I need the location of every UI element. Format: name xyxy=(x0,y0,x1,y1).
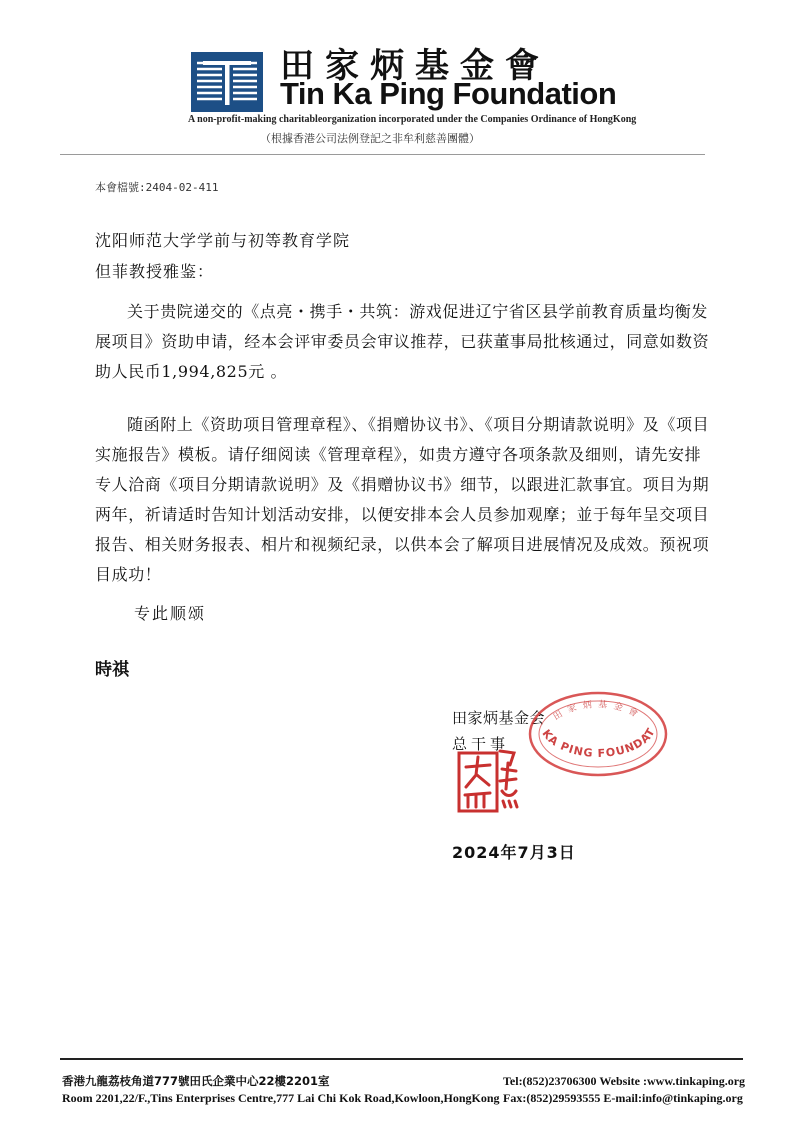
regards: 時祺 xyxy=(95,660,129,680)
closing-phrase: 专此顺颂 xyxy=(134,604,207,623)
footer-fax-email: Fax:(852)29593555 E-mail:info@tinkaping.org xyxy=(503,1091,743,1105)
seal-text-chinese: 田家炳基金會 xyxy=(551,699,645,723)
salutation: 但菲教授雅鉴： xyxy=(95,262,215,281)
signature-chop xyxy=(456,745,522,815)
logo-mark-icon xyxy=(191,52,263,112)
signature-chop-icon xyxy=(456,745,522,815)
registration-note-english: A non-profit-making charitableorganization incorporated under the Companies Ordinance of HongKong xyxy=(188,114,637,125)
signature-org: 田家炳基金会 xyxy=(452,709,546,727)
official-seal-icon xyxy=(527,690,669,778)
letter-date: 2024年7月3日 xyxy=(452,843,576,862)
org-name-english: Tin Ka Ping Foundation xyxy=(280,76,617,111)
footer-address-chinese: 香港九龍荔枝角道777號田氏企業中心22樓2201室 xyxy=(62,1074,330,1088)
body-paragraph-1: 关于贵院递交的《点亮・携手・共筑：游戏促进辽宁省区县学前教育质量均衡发展项目》资助申请，经本会评审委员会审议推荐，已获董事局批核通过，同意如数资助人民币1,994,825元 。 xyxy=(95,302,710,381)
registration-note-chinese: （根據香港公司法例登記之非牟利慈善團體） xyxy=(260,132,480,145)
letterhead-divider xyxy=(60,154,705,155)
footer-tel-website: Tel:(852)23706300 Website :www.tinkaping.org xyxy=(503,1074,746,1088)
org-name-chinese: 田家炳基金會 xyxy=(280,46,550,86)
seal-text-english: KA PING FOUNDAT xyxy=(539,725,658,760)
foundation-seal xyxy=(527,690,669,778)
reference-number: 本會檔號:2404-02-411 xyxy=(95,181,219,194)
footer-divider xyxy=(60,1058,743,1060)
signature-title: 总干事 xyxy=(452,735,510,753)
footer-address-english: Room 2201,22/F.,Tins Enterprises Centre,777 Lai Chi Kok Road,Kowloon,HongKong xyxy=(62,1091,500,1105)
body-paragraph-2: 随函附上《资助项目管理章程》、《捐赠协议书》、《项目分期请款说明》及《项目实施报告》模板。请仔细阅读《管理章程》，如贵方遵守各项条款及细则，请先安排专人洽商《项目分期请款说明》及《捐赠协议书》细节，以跟进汇款事宜。项目为期两年，祈请适时告知计划活动安排，以便安排本会人员参加观摩；並于每年呈交项目报告、相关财务报表、相片和视频纪录，以供本会了解项目进展情况及成效。预祝项目成功！ xyxy=(95,415,710,584)
recipient: 沈阳师范大学学前与初等教育学院 xyxy=(95,231,351,250)
svg-text:田家炳基金會 xyxy=(551,698,645,723)
foundation-logo xyxy=(191,52,263,112)
